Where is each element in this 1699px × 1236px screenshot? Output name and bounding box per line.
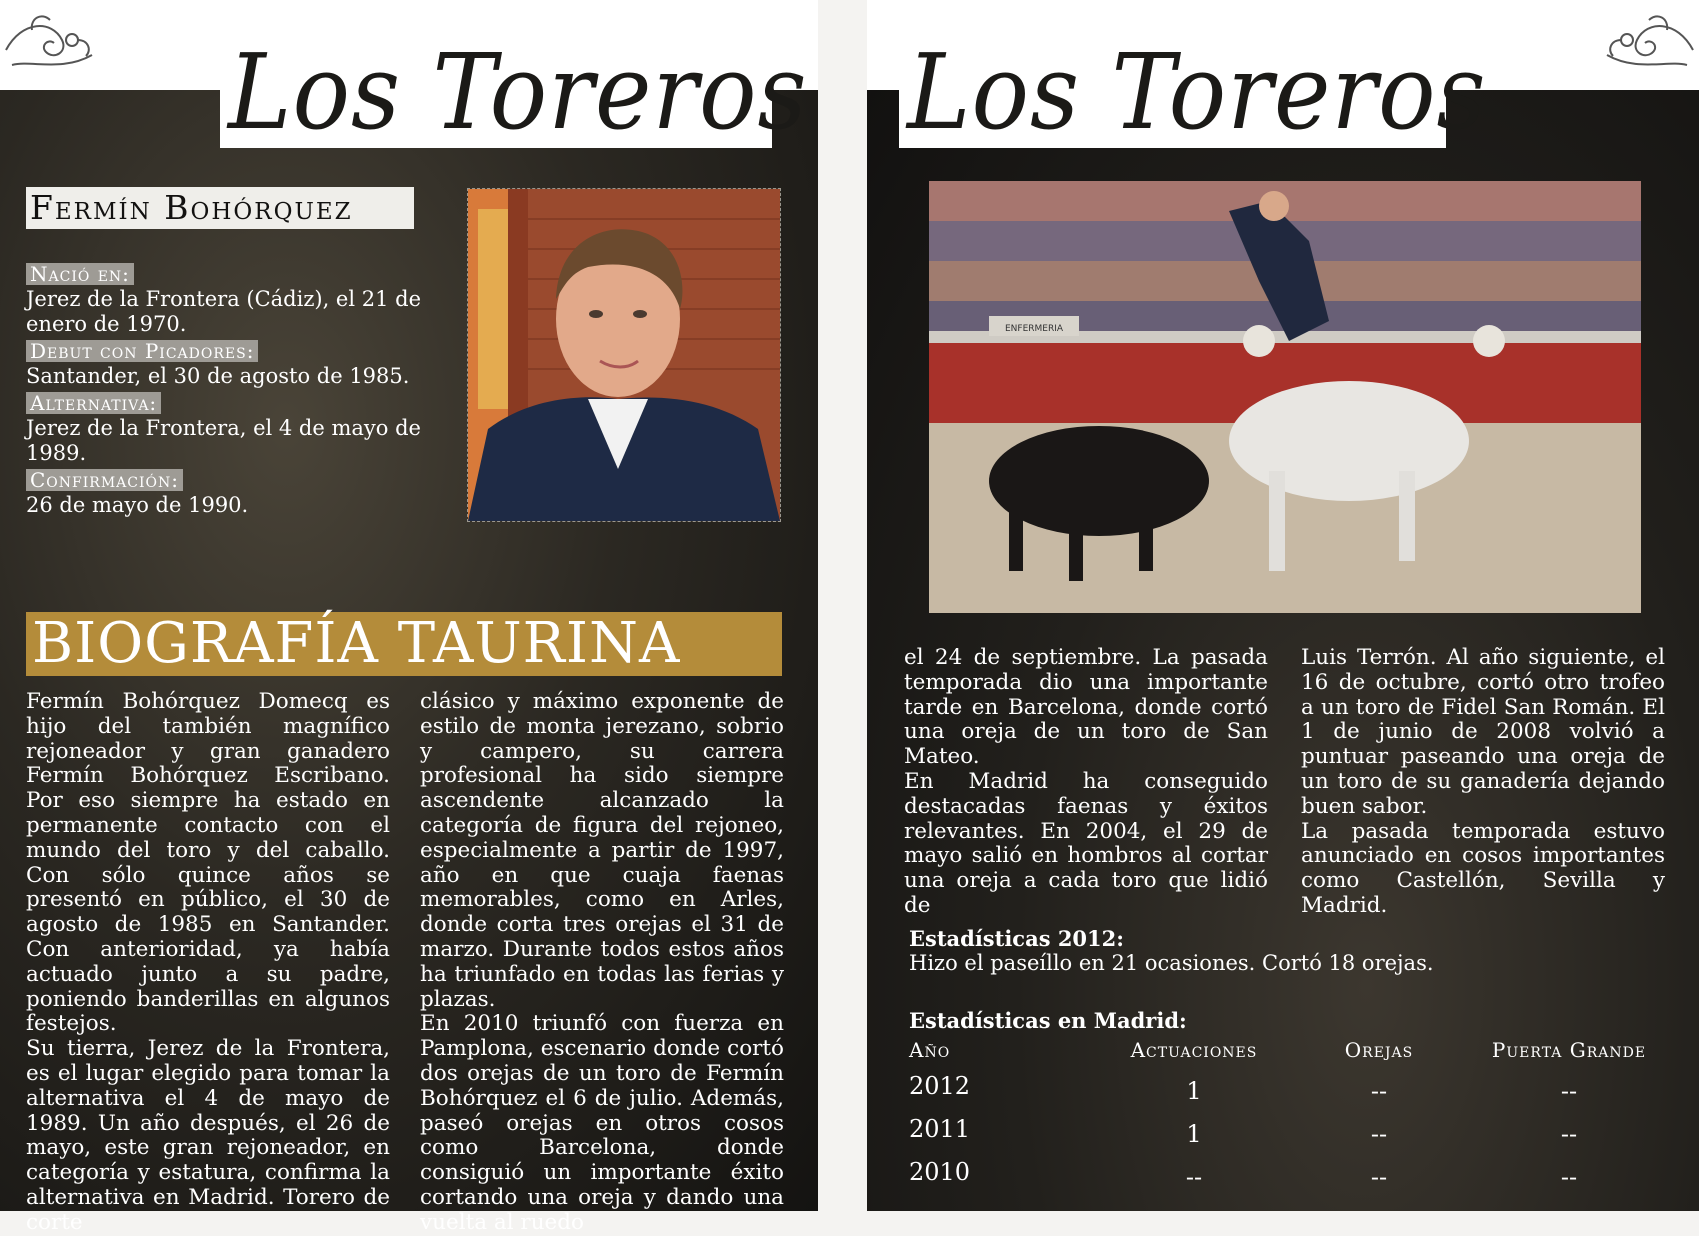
- table-cell: --: [1370, 1163, 1388, 1191]
- left-page: [0, 0, 818, 1235]
- fact-label: Confirmación:: [26, 469, 183, 491]
- torero-name: Fermín Bohórquez: [26, 187, 414, 229]
- table-cell: --: [1560, 1163, 1578, 1191]
- torero-portrait-image: [467, 188, 781, 522]
- fact-value: Jerez de la Frontera (Cádiz), el 21 de enero de 1970.: [26, 287, 422, 336]
- fact-label: Debut con Picadores:: [26, 340, 258, 362]
- column-header: Orejas: [1344, 1037, 1414, 1062]
- section-heading: BIOGRAFÍA TAURINA: [26, 612, 782, 676]
- photo-sign: ENFERMERIA: [1004, 324, 1064, 334]
- table-cell: 2012: [909, 1072, 971, 1100]
- biography-column-1: [26, 690, 390, 1236]
- fact-alternativa: [26, 391, 426, 466]
- column-header: Actuaciones: [1130, 1037, 1258, 1062]
- paragraph: En Madrid ha conseguido destacadas faenas y éxitos relevantes. En 2004, el 29 de mayo salió en hombros al cortar una oreja a cada toro que lidió de: [904, 768, 1268, 918]
- table-cell: --: [1185, 1163, 1203, 1191]
- paragraph: En 2010 triunfó con fuerza en Pamplona, escenario donde cortó dos orejas de un toro de Fermín Bohórquez el 6 de julio. Además, paseó orejas en otros cosos como Barcelona, donde consiguió un importante éxito cortando una oreja y dando una vuelta al ruedo: [420, 1011, 784, 1235]
- stats-madrid: [909, 1008, 1669, 1194]
- paragraph: el 24 de septiembre. La pasada temporada dio una importante tarde en Barcelona, donde cortó una oreja de un toro de San Mateo.: [904, 645, 1268, 770]
- biography-column-2: [420, 690, 784, 1236]
- table-cell: 2010: [909, 1158, 971, 1186]
- paragraph: La pasada temporada estuvo anunciado en cosos importantes como Castellón, Sevilla y Madrid.: [1301, 818, 1665, 918]
- torero-facts: [26, 262, 426, 520]
- table-row: [909, 1151, 1669, 1194]
- table-header-row: [909, 1035, 1669, 1065]
- table-cell: 1: [1186, 1077, 1202, 1105]
- corner-ornament-icon: [2, 10, 98, 80]
- paragraph: Fermín Bohórquez Domecq es hijo del también magnífico rejoneador y gran ganadero Fermín Bohórquez Escribano. Por eso siempre ha estado en permanente contacto con el mundo del toro y del caballo. Con sólo quince años se presentó en público, el 30 de agosto de 1985 en Santander. Con anterioridad, ya había actuado junto a su padre, poniendo banderillas en algunos festejos.: [26, 689, 390, 1037]
- table-cell: --: [1370, 1120, 1388, 1148]
- continuation-column-2: [1301, 646, 1665, 919]
- table-cell: 2011: [909, 1115, 971, 1143]
- column-header: Puerta Grande: [1491, 1037, 1647, 1062]
- rejoneo-photo-image: [929, 181, 1641, 613]
- stats-madrid-title: Estadísticas en Madrid:: [909, 1008, 1187, 1033]
- fact-label: Alternativa:: [26, 392, 161, 414]
- stats-2012-text: Hizo el paseíllo en 21 ocasiones. Cortó 18 orejas.: [909, 951, 1434, 975]
- stats-2012-title: Estadísticas 2012:: [909, 926, 1125, 951]
- fact-confirmacion: [26, 468, 426, 518]
- table-row: [909, 1065, 1669, 1108]
- stats-madrid-table: [909, 1035, 1669, 1194]
- continuation-column-1: [904, 646, 1268, 919]
- table-cell: 1: [1186, 1120, 1202, 1148]
- paragraph: Su tierra, Jerez de la Frontera, es el lugar elegido para tomar la alternativa el 4 de mayo de 1989. Un año después, el 26 de mayo, este gran rejoneador, en categoría y estatura, confirma la alternativa en Madrid. Torero de corte: [26, 1036, 390, 1235]
- right-page: [867, 0, 1699, 1211]
- paragraph: clásico y máximo exponente de estilo de monta jerezano, sobrio y campero, su carrera profesional ha sido siempre ascendente alcanzado la categoría de figura del rejoneo, especialmente a partir de 1997, año en que cuaja faenas memorables, como en Arles, donde corta tres orejas el 31 de marzo. Durante todos estos años ha triunfado en todas las ferias y plazas.: [420, 689, 784, 1012]
- table-row: [909, 1108, 1669, 1151]
- page-title: Los Toreros: [220, 40, 772, 148]
- fact-born: [26, 262, 426, 337]
- fact-value: Jerez de la Frontera, el 4 de mayo de 1989.: [26, 416, 421, 465]
- fact-label: Nació en:: [26, 263, 134, 285]
- page-title: Los Toreros: [899, 40, 1446, 148]
- fact-value: 26 de mayo de 1990.: [26, 493, 249, 517]
- fact-debut: [26, 339, 426, 389]
- column-header: Año: [909, 1037, 951, 1062]
- table-cell: --: [1560, 1077, 1578, 1105]
- table-cell: --: [1560, 1120, 1578, 1148]
- corner-ornament-icon: [1601, 10, 1697, 80]
- paragraph: Luis Terrón. Al año siguiente, el 16 de octubre, cortó otro trofeo a un toro de Fidel San Román. El 1 de junio de 2008 volvió a puntuar paseando una oreja de un toro de su ganadería dejando buen sabor.: [1301, 645, 1665, 819]
- stats-2012: [909, 926, 1669, 976]
- table-cell: --: [1370, 1077, 1388, 1105]
- fact-value: Santander, el 30 de agosto de 1985.: [26, 364, 410, 388]
